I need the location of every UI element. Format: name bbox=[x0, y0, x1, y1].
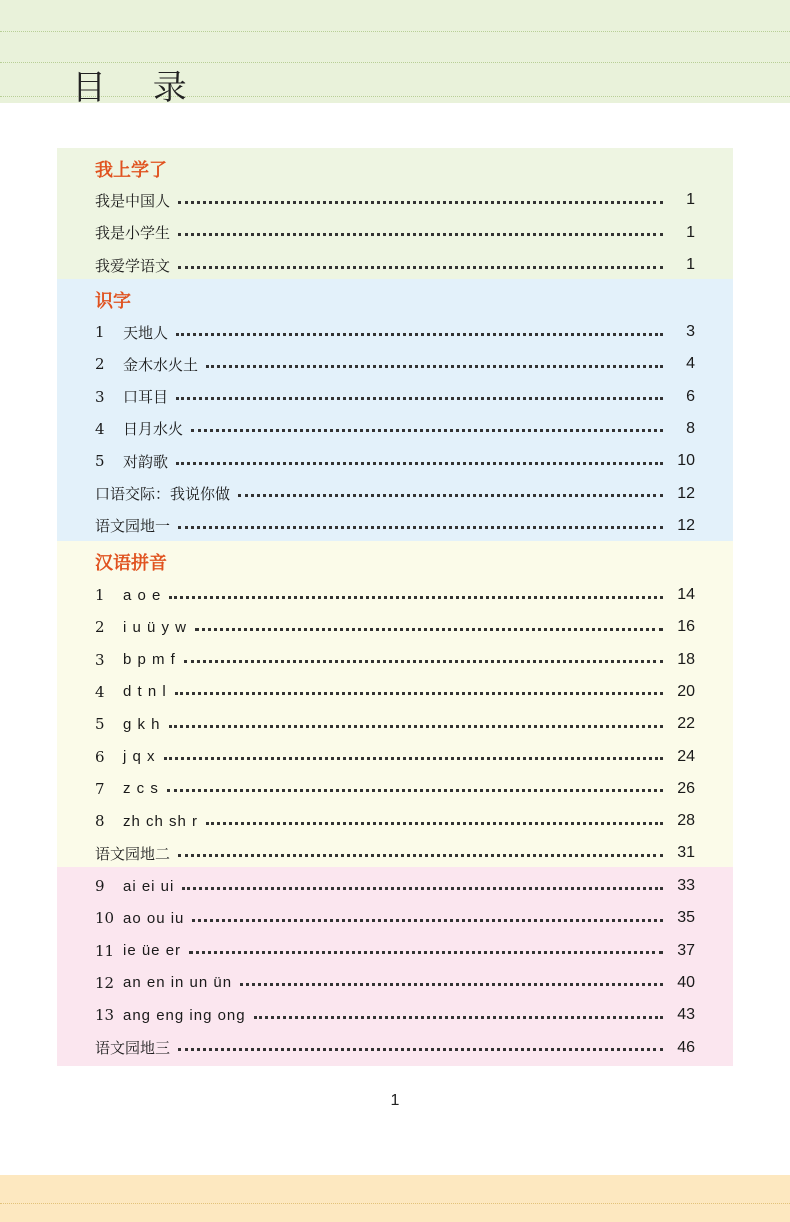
toc-entry[interactable] bbox=[95, 648, 695, 672]
entry-number: 13 bbox=[95, 1006, 115, 1025]
dot-leader bbox=[178, 233, 663, 236]
entry-number: 8 bbox=[95, 812, 105, 831]
entry-page-number: 28 bbox=[677, 812, 695, 830]
entry-number: 3 bbox=[95, 650, 105, 669]
toc-entry[interactable] bbox=[95, 188, 695, 212]
entry-number: 9 bbox=[95, 877, 105, 895]
dot-leader bbox=[195, 628, 663, 631]
toc-entry[interactable] bbox=[95, 874, 695, 898]
entry-label: a o e bbox=[123, 586, 162, 604]
entry-page-number: 40 bbox=[677, 973, 695, 991]
entry-page-number: 14 bbox=[677, 586, 695, 603]
dot-leader bbox=[191, 429, 663, 432]
header-band bbox=[0, 0, 790, 108]
entry-number: 7 bbox=[95, 779, 105, 798]
entry-number: 6 bbox=[95, 747, 105, 766]
dot-leader bbox=[189, 951, 663, 954]
page-number: 1 bbox=[390, 1092, 400, 1109]
entry-page-number: 12 bbox=[677, 484, 695, 502]
toc-entry[interactable] bbox=[95, 514, 695, 538]
dot-leader bbox=[206, 365, 663, 368]
entry-label: ao ou iu bbox=[123, 909, 185, 927]
entry-page-number: 46 bbox=[677, 1038, 695, 1056]
dot-leader bbox=[169, 596, 663, 599]
table-of-contents bbox=[57, 148, 733, 1066]
dot-leader bbox=[175, 692, 663, 695]
toc-entry[interactable] bbox=[95, 352, 695, 376]
dot-leader bbox=[240, 983, 663, 986]
toc-entry[interactable] bbox=[95, 841, 695, 865]
entry-page-number: 8 bbox=[686, 419, 695, 437]
entry-number: 5 bbox=[95, 715, 105, 734]
toc-entry[interactable] bbox=[95, 939, 695, 963]
entry-number: 4 bbox=[95, 419, 105, 438]
toc-entry[interactable] bbox=[95, 971, 695, 995]
entry-page-number: 43 bbox=[677, 1006, 695, 1024]
dot-leader bbox=[238, 494, 663, 497]
entry-label: d t n l bbox=[123, 683, 167, 701]
entry-label: 我是中国人 bbox=[95, 191, 171, 210]
entry-page-number: 1 bbox=[686, 191, 695, 208]
entry-number: 1 bbox=[95, 586, 105, 604]
entry-label: 我爱学语文 bbox=[95, 256, 171, 275]
toc-entry[interactable] bbox=[95, 253, 695, 277]
dot-leader bbox=[178, 854, 663, 857]
toc-section bbox=[57, 541, 733, 867]
header-dotted-line bbox=[0, 31, 790, 32]
entry-label: 口语交际：我说你做 bbox=[95, 485, 231, 503]
section-title: 我上学了 bbox=[95, 160, 167, 181]
entry-label: 对韵歌 bbox=[123, 452, 169, 471]
entry-label: j q x bbox=[123, 748, 156, 765]
entry-label: 语文园地二 bbox=[95, 844, 171, 863]
section-title: 汉语拼音 bbox=[95, 553, 167, 574]
entry-page-number: 4 bbox=[686, 355, 695, 373]
entry-number: 3 bbox=[95, 387, 105, 406]
entry-label: b p m f bbox=[123, 651, 176, 669]
footer-dotted-line bbox=[0, 1203, 790, 1204]
entry-page-number: 1 bbox=[686, 223, 695, 241]
toc-entry[interactable] bbox=[95, 449, 695, 473]
entry-page-number: 12 bbox=[677, 516, 695, 534]
entry-label: 日月水火 bbox=[123, 420, 184, 439]
toc-entry[interactable] bbox=[95, 320, 695, 344]
toc-entry[interactable] bbox=[95, 417, 695, 441]
entry-number: 12 bbox=[95, 973, 115, 992]
entry-page-number: 6 bbox=[686, 387, 695, 405]
entry-label: i u ü y w bbox=[123, 618, 188, 636]
toc-entry[interactable] bbox=[95, 221, 695, 245]
entry-page-number: 22 bbox=[677, 715, 695, 733]
entry-label: zh ch sh r bbox=[123, 812, 199, 830]
dot-leader bbox=[182, 887, 663, 890]
entry-page-number: 3 bbox=[686, 323, 695, 340]
entry-page-number: 16 bbox=[677, 618, 695, 636]
toc-entry[interactable] bbox=[95, 809, 695, 833]
entry-label: 口耳目 bbox=[123, 388, 169, 407]
entry-label: 天地人 bbox=[123, 323, 169, 342]
entry-label: 语文园地三 bbox=[95, 1039, 171, 1057]
dot-leader bbox=[192, 919, 663, 922]
toc-section bbox=[57, 148, 733, 279]
toc-entry[interactable] bbox=[95, 906, 695, 930]
entry-label: an en in un ün bbox=[123, 974, 233, 992]
entry-number: 11 bbox=[95, 941, 115, 960]
entry-page-number: 18 bbox=[677, 650, 695, 668]
entry-number: 1 bbox=[95, 323, 105, 341]
entry-page-number: 26 bbox=[677, 779, 695, 797]
dot-leader bbox=[167, 789, 663, 792]
entry-number: 5 bbox=[95, 452, 105, 471]
dot-leader bbox=[178, 266, 663, 269]
dot-leader bbox=[178, 201, 663, 204]
toc-entry[interactable] bbox=[95, 385, 695, 409]
toc-entry[interactable] bbox=[95, 615, 695, 639]
entry-page-number: 31 bbox=[677, 844, 695, 862]
toc-section bbox=[57, 867, 733, 1066]
toc-entry[interactable] bbox=[95, 583, 695, 607]
toc-entry[interactable] bbox=[95, 482, 695, 506]
footer-band bbox=[0, 1175, 790, 1222]
section-title: 识字 bbox=[95, 291, 131, 312]
entry-label: 语文园地一 bbox=[95, 517, 171, 536]
toc-section bbox=[57, 279, 733, 541]
toc-entry[interactable] bbox=[95, 680, 695, 704]
entry-label: ie üe er bbox=[123, 942, 182, 960]
entry-number: 2 bbox=[95, 355, 105, 374]
toc-entry[interactable] bbox=[95, 712, 695, 736]
dot-leader bbox=[176, 397, 663, 400]
entry-label: g k h bbox=[123, 715, 161, 733]
dot-leader bbox=[164, 757, 663, 760]
entry-page-number: 20 bbox=[677, 682, 695, 700]
entry-label: ai ei ui bbox=[123, 877, 175, 895]
dot-leader bbox=[184, 660, 663, 663]
toc-entry[interactable] bbox=[95, 1003, 695, 1027]
entry-label: 我是小学生 bbox=[95, 224, 171, 242]
entry-number: 2 bbox=[95, 618, 105, 637]
entry-page-number: 1 bbox=[686, 256, 695, 273]
entry-number: 4 bbox=[95, 682, 105, 701]
dot-leader bbox=[169, 725, 663, 728]
dot-leader bbox=[254, 1016, 663, 1019]
toc-entry[interactable] bbox=[95, 1036, 695, 1060]
entry-number: 10 bbox=[95, 909, 115, 928]
entry-label: ang eng ing ong bbox=[123, 1006, 246, 1024]
entry-label: z c s bbox=[123, 780, 159, 798]
entry-page-number: 35 bbox=[677, 909, 695, 927]
page-title: 目 录 bbox=[72, 68, 205, 108]
dot-leader bbox=[176, 462, 663, 465]
toc-entry[interactable] bbox=[95, 745, 695, 769]
dot-leader bbox=[178, 526, 663, 529]
entry-page-number: 10 bbox=[677, 452, 695, 470]
dot-leader bbox=[178, 1048, 663, 1051]
entry-page-number: 24 bbox=[677, 747, 695, 765]
entry-page-number: 33 bbox=[677, 877, 695, 894]
entry-label: 金木水火土 bbox=[123, 355, 199, 374]
dot-leader bbox=[176, 333, 663, 336]
toc-entry[interactable] bbox=[95, 777, 695, 801]
entry-page-number: 37 bbox=[677, 941, 695, 959]
dot-leader bbox=[206, 822, 663, 825]
